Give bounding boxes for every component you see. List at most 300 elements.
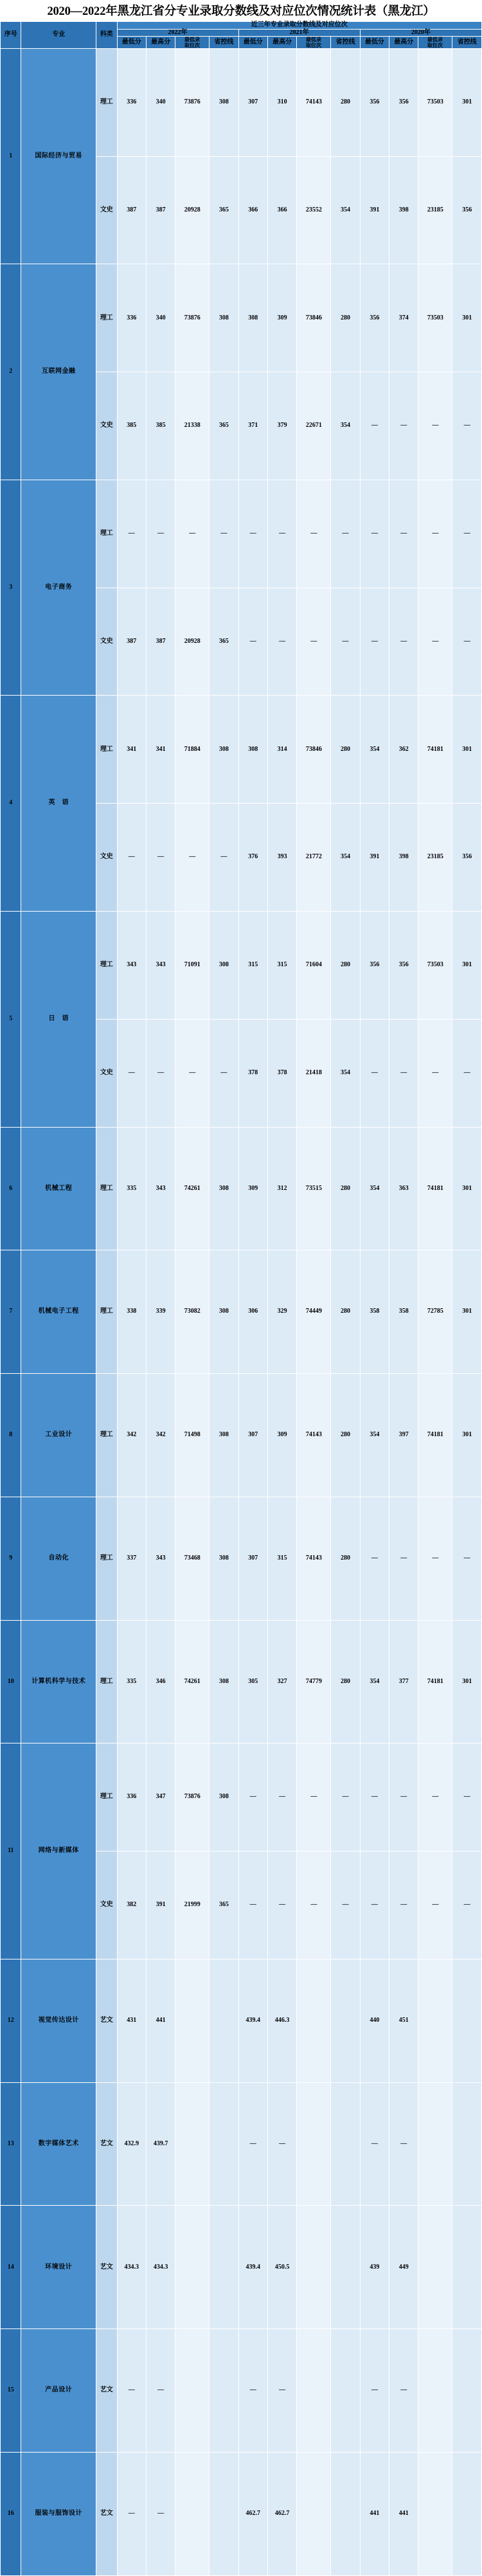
cell-value [175,2206,210,2329]
cell-value: 280 [331,1127,360,1250]
cell-value: 343 [146,1497,175,1620]
cell-value: 366 [267,156,296,264]
cell-value: 20928 [175,156,210,264]
cell-value [210,1959,238,2082]
cell-value: 327 [267,1620,296,1743]
cell-value: 74143 [297,1374,331,1497]
cell-value: 391 [146,1851,175,1959]
cell-value: 385 [117,372,146,480]
cell-value: 329 [267,1250,296,1374]
header-row-band [1,22,482,30]
header-year-2020: 2020年 [360,29,481,37]
cell-value: 301 [452,48,482,156]
cell-value: 356 [452,804,482,912]
cell-value: — [297,588,331,696]
cell-value: — [452,588,482,696]
cell-value: 377 [389,1620,418,1743]
cell-value [297,2206,331,2329]
cell-value: — [331,1743,360,1851]
cell-value: 280 [331,1620,360,1743]
cell-value: 73503 [418,48,452,156]
table-head [1,22,482,49]
row-kelei: 理工 [96,264,117,372]
row-kelei: 理工 [96,48,117,156]
cell-value: 280 [331,1374,360,1497]
cell-value: 336 [117,1743,146,1851]
cell-value: 301 [452,1127,482,1250]
cell-value: 354 [331,372,360,480]
header-sub-rank-2022: 最低录 取位次 [175,37,210,49]
table-row [1,696,482,804]
cell-value: — [238,480,267,588]
table-row [1,2206,482,2329]
cell-value: 462.7 [267,2452,296,2575]
cell-value: 308 [238,264,267,372]
cell-value: 74261 [175,1620,210,1743]
row-index: 6 [1,1127,21,1250]
cell-value: 310 [267,48,296,156]
cell-value: 301 [452,696,482,804]
row-major: 互联网金融 [21,264,96,480]
cell-value: 280 [331,911,360,1019]
cell-value: 387 [146,588,175,696]
cell-value: 462.7 [238,2452,267,2575]
cell-value: — [210,1019,238,1127]
row-kelei: 文史 [96,156,117,264]
cell-value [331,2329,360,2453]
cell-value: 362 [389,696,418,804]
cell-value [210,2452,238,2575]
cell-value: 336 [117,48,146,156]
row-major: 日 语 [21,911,96,1127]
header-sub-min-2022: 最低分 [117,37,146,49]
cell-value: — [267,2082,296,2206]
table-row [1,480,482,588]
cell-value [418,2082,452,2206]
cell-value: — [238,588,267,696]
cell-value: 365 [210,372,238,480]
table-row [1,264,482,372]
cell-value: 73846 [297,696,331,804]
cell-value: 312 [267,1127,296,1250]
row-index: 7 [1,1250,21,1374]
cell-value: 391 [360,156,389,264]
cell-value: 347 [146,1743,175,1851]
cell-value: 72785 [418,1250,452,1374]
row-kelei: 文史 [96,372,117,480]
cell-value: — [360,2082,389,2206]
cell-value [175,2082,210,2206]
cell-value: 393 [267,804,296,912]
table-row [1,1250,482,1374]
cell-value: 356 [360,48,389,156]
cell-value: 73846 [297,264,331,372]
row-kelei: 理工 [96,696,117,804]
cell-value: — [267,480,296,588]
row-kelei: 艺文 [96,2329,117,2453]
cell-value: 22671 [297,372,331,480]
table-row [1,1374,482,1497]
row-index: 2 [1,264,21,480]
table-body [1,48,482,2575]
cell-value: 301 [452,1374,482,1497]
cell-value: — [360,1497,389,1620]
cell-value [418,2329,452,2453]
cell-value: 439.4 [238,1959,267,2082]
cell-value: 356 [389,911,418,1019]
row-kelei: 艺文 [96,2452,117,2575]
cell-value [175,2329,210,2453]
row-kelei: 理工 [96,480,117,588]
table-row [1,2082,482,2206]
cell-value: 354 [360,1374,389,1497]
cell-value: 74181 [418,696,452,804]
cell-value: — [360,1019,389,1127]
cell-value: 356 [389,48,418,156]
cell-value: 305 [238,1620,267,1743]
cell-value: — [418,1019,452,1127]
cell-value: — [117,2452,146,2575]
cell-value: — [418,1851,452,1959]
cell-value [175,1959,210,2082]
header-sub-min-2020: 最低分 [360,37,389,49]
cell-value [297,2329,331,2453]
cell-value: 73503 [418,264,452,372]
cell-value: 343 [146,1127,175,1250]
cell-value: 74143 [297,1497,331,1620]
cell-value: — [146,804,175,912]
header-sub-line-2021: 省控线 [331,37,360,49]
cell-value: 280 [331,1250,360,1374]
cell-value: 280 [331,696,360,804]
cell-value [452,2082,482,2206]
cell-value: 358 [360,1250,389,1374]
cell-value: — [238,2082,267,2206]
cell-value: — [267,588,296,696]
cell-value: 397 [389,1374,418,1497]
cell-value: 387 [117,588,146,696]
cell-value: 308 [238,696,267,804]
cell-value: 21338 [175,372,210,480]
row-major: 工业设计 [21,1374,96,1497]
cell-value: 356 [360,911,389,1019]
cell-value: — [452,1497,482,1620]
cell-value: 301 [452,911,482,1019]
cell-value: — [117,804,146,912]
cell-value: 21418 [297,1019,331,1127]
cell-value [210,2206,238,2329]
cell-value: 308 [210,696,238,804]
cell-value [452,1959,482,2082]
cell-value: — [267,1851,296,1959]
cell-value [331,2206,360,2329]
cell-value: 439.7 [146,2082,175,2206]
cell-value: 378 [267,1019,296,1127]
cell-value: — [452,372,482,480]
cell-value: 307 [238,48,267,156]
cell-value: 358 [389,1250,418,1374]
cell-value: — [360,372,389,480]
cell-value: 366 [238,156,267,264]
cell-value: — [389,1851,418,1959]
cell-value: 343 [117,911,146,1019]
cell-value: 441 [360,2452,389,2575]
cell-value: — [175,480,210,588]
cell-value: — [360,1743,389,1851]
cell-value: 74261 [175,1127,210,1250]
cell-value: 341 [146,696,175,804]
cell-value: — [418,480,452,588]
cell-value: 308 [210,1743,238,1851]
cell-value: 365 [210,588,238,696]
cell-value: 434.3 [146,2206,175,2329]
cell-value [452,2206,482,2329]
header-sub-line-2022: 省控线 [210,37,238,49]
cell-value: 446.3 [267,1959,296,2082]
cell-value: 307 [238,1374,267,1497]
cell-value: 371 [238,372,267,480]
cell-value: 431 [117,1959,146,2082]
cell-value: 449 [389,2206,418,2329]
cell-value: 391 [360,804,389,912]
cell-value [175,2452,210,2575]
cell-value: — [146,1019,175,1127]
cell-value [418,1959,452,2082]
page-title: 2020—2022年黑龙江省分专业录取分数线及对应位次情况统计表（黑龙江） [47,5,435,18]
cell-value: 365 [210,156,238,264]
header-major: 专业 [21,22,96,49]
cell-value [452,2452,482,2575]
header-index: 序号 [1,22,21,49]
cell-value: 74779 [297,1620,331,1743]
row-kelei: 理工 [96,1127,117,1250]
header-kelei: 科类 [96,22,117,49]
cell-value: — [331,480,360,588]
cell-value: 441 [389,2452,418,2575]
header-year-2021: 2021年 [238,29,360,37]
cell-value: 73876 [175,264,210,372]
cell-value: 280 [331,264,360,372]
cell-value [210,2082,238,2206]
table-row [1,1959,482,2082]
cell-value: 23185 [418,156,452,264]
row-kelei: 艺文 [96,2082,117,2206]
row-index: 11 [1,1743,21,1959]
cell-value: — [331,1851,360,1959]
cell-value: — [360,2329,389,2453]
cell-value: 378 [238,1019,267,1127]
row-index: 14 [1,2206,21,2329]
cell-value: 365 [210,1851,238,1959]
cell-value: — [267,1743,296,1851]
cell-value: 354 [360,1620,389,1743]
cell-value: 73515 [297,1127,331,1250]
cell-value: — [360,588,389,696]
row-kelei: 理工 [96,1620,117,1743]
cell-value: 341 [117,696,146,804]
cell-value: — [418,372,452,480]
cell-value: 346 [146,1620,175,1743]
row-major: 国际经济与贸易 [21,48,96,264]
cell-value: — [389,1743,418,1851]
cell-value: 337 [117,1497,146,1620]
cell-value: 309 [267,1374,296,1497]
row-kelei: 理工 [96,1250,117,1374]
cell-value: 301 [452,264,482,372]
cell-value: 336 [117,264,146,372]
header-band: 近三年专业录取分数线及对应位次 [117,22,481,30]
row-major: 环境设计 [21,2206,96,2329]
cell-value: 73082 [175,1250,210,1374]
cell-value [331,2452,360,2575]
row-kelei: 理工 [96,1497,117,1620]
cell-value: 280 [331,48,360,156]
header-sub-max-2022: 最高分 [146,37,175,49]
row-index: 12 [1,1959,21,2082]
row-kelei: 理工 [96,1374,117,1497]
row-kelei: 理工 [96,1743,117,1851]
row-kelei: 艺文 [96,1959,117,2082]
table-row [1,1497,482,1620]
table-row [1,2329,482,2453]
cell-value: 382 [117,1851,146,1959]
cell-value: 308 [210,48,238,156]
row-kelei: 文史 [96,804,117,912]
cell-value: — [175,1019,210,1127]
cell-value: — [238,1743,267,1851]
cell-value: — [452,1743,482,1851]
table-row [1,48,482,156]
cell-value: 71604 [297,911,331,1019]
cell-value: 354 [331,156,360,264]
cell-value: 308 [210,1374,238,1497]
cell-value: 335 [117,1127,146,1250]
cell-value: — [117,480,146,588]
cell-value: — [452,480,482,588]
header-sub-max-2021: 最高分 [267,37,296,49]
cell-value: 342 [146,1374,175,1497]
cell-value: 308 [210,911,238,1019]
cell-value: 71884 [175,696,210,804]
cell-value: — [117,2329,146,2453]
cell-value: 315 [238,911,267,1019]
cell-value: 441 [146,1959,175,2082]
row-index: 13 [1,2082,21,2206]
row-major: 视觉传达设计 [21,1959,96,2082]
row-major: 英 语 [21,696,96,912]
cell-value: 308 [210,264,238,372]
cell-value: — [418,1497,452,1620]
row-index: 15 [1,2329,21,2453]
cell-value: — [238,2329,267,2453]
row-index: 9 [1,1497,21,1620]
cell-value: 308 [210,1127,238,1250]
cell-value: 74181 [418,1620,452,1743]
row-major: 数字媒体艺术 [21,2082,96,2206]
header-sub-rank-2021: 最低录 取位次 [297,37,331,49]
table-row [1,911,482,1019]
row-index: 4 [1,696,21,912]
row-major: 产品设计 [21,2329,96,2453]
row-kelei: 艺文 [96,2206,117,2329]
cell-value: 74143 [297,48,331,156]
header-sub-max-2020: 最高分 [389,37,418,49]
cell-value: 23552 [297,156,331,264]
cell-value: 73876 [175,48,210,156]
cell-value [418,2452,452,2575]
row-major: 机械工程 [21,1127,96,1250]
cell-value: — [238,1851,267,1959]
cell-value: — [389,1019,418,1127]
cell-value: 301 [452,1250,482,1374]
cell-value: 340 [146,264,175,372]
cell-value: 301 [452,1620,482,1743]
cell-value: 73876 [175,1743,210,1851]
cell-value: 307 [238,1497,267,1620]
cell-value: 374 [389,264,418,372]
cell-value: 21999 [175,1851,210,1959]
row-major: 服装与服饰设计 [21,2452,96,2575]
cell-value: 306 [238,1250,267,1374]
cell-value: 450.5 [267,2206,296,2329]
cell-value: 379 [267,372,296,480]
cell-value: 308 [210,1250,238,1374]
cell-value: 398 [389,804,418,912]
cell-value [418,2206,452,2329]
cell-value: 315 [267,1497,296,1620]
cell-value [297,2452,331,2575]
cell-value: 20928 [175,588,210,696]
row-major: 自动化 [21,1497,96,1620]
cell-value: 342 [117,1374,146,1497]
cell-value: — [389,480,418,588]
row-kelei: 理工 [96,911,117,1019]
cell-value: — [418,1743,452,1851]
cell-value [331,2082,360,2206]
cell-value: 432.9 [117,2082,146,2206]
cell-value: 73468 [175,1497,210,1620]
cell-value: 339 [146,1250,175,1374]
cell-value: 385 [146,372,175,480]
scores-table [0,21,482,2576]
cell-value: — [452,1019,482,1127]
cell-value: — [360,480,389,588]
cell-value: 363 [389,1127,418,1250]
cell-value: 440 [360,1959,389,2082]
cell-value: — [297,480,331,588]
row-index: 10 [1,1620,21,1743]
header-year-2022: 2022年 [117,29,238,37]
cell-value: — [146,2452,175,2575]
cell-value: 71091 [175,911,210,1019]
cell-value: 71498 [175,1374,210,1497]
row-kelei: 文史 [96,588,117,696]
cell-value: 23185 [418,804,452,912]
cell-value: — [360,1851,389,1959]
table-row [1,1743,482,1851]
cell-value: 340 [146,48,175,156]
table-row [1,2452,482,2575]
cell-value: 398 [389,156,418,264]
cell-value: 315 [267,911,296,1019]
table-row [1,1620,482,1743]
row-major: 机械电子工程 [21,1250,96,1374]
row-index: 1 [1,48,21,264]
cell-value: 354 [360,1127,389,1250]
header-sub-min-2021: 最低分 [238,37,267,49]
cell-value [210,2329,238,2453]
row-kelei: 文史 [96,1019,117,1127]
